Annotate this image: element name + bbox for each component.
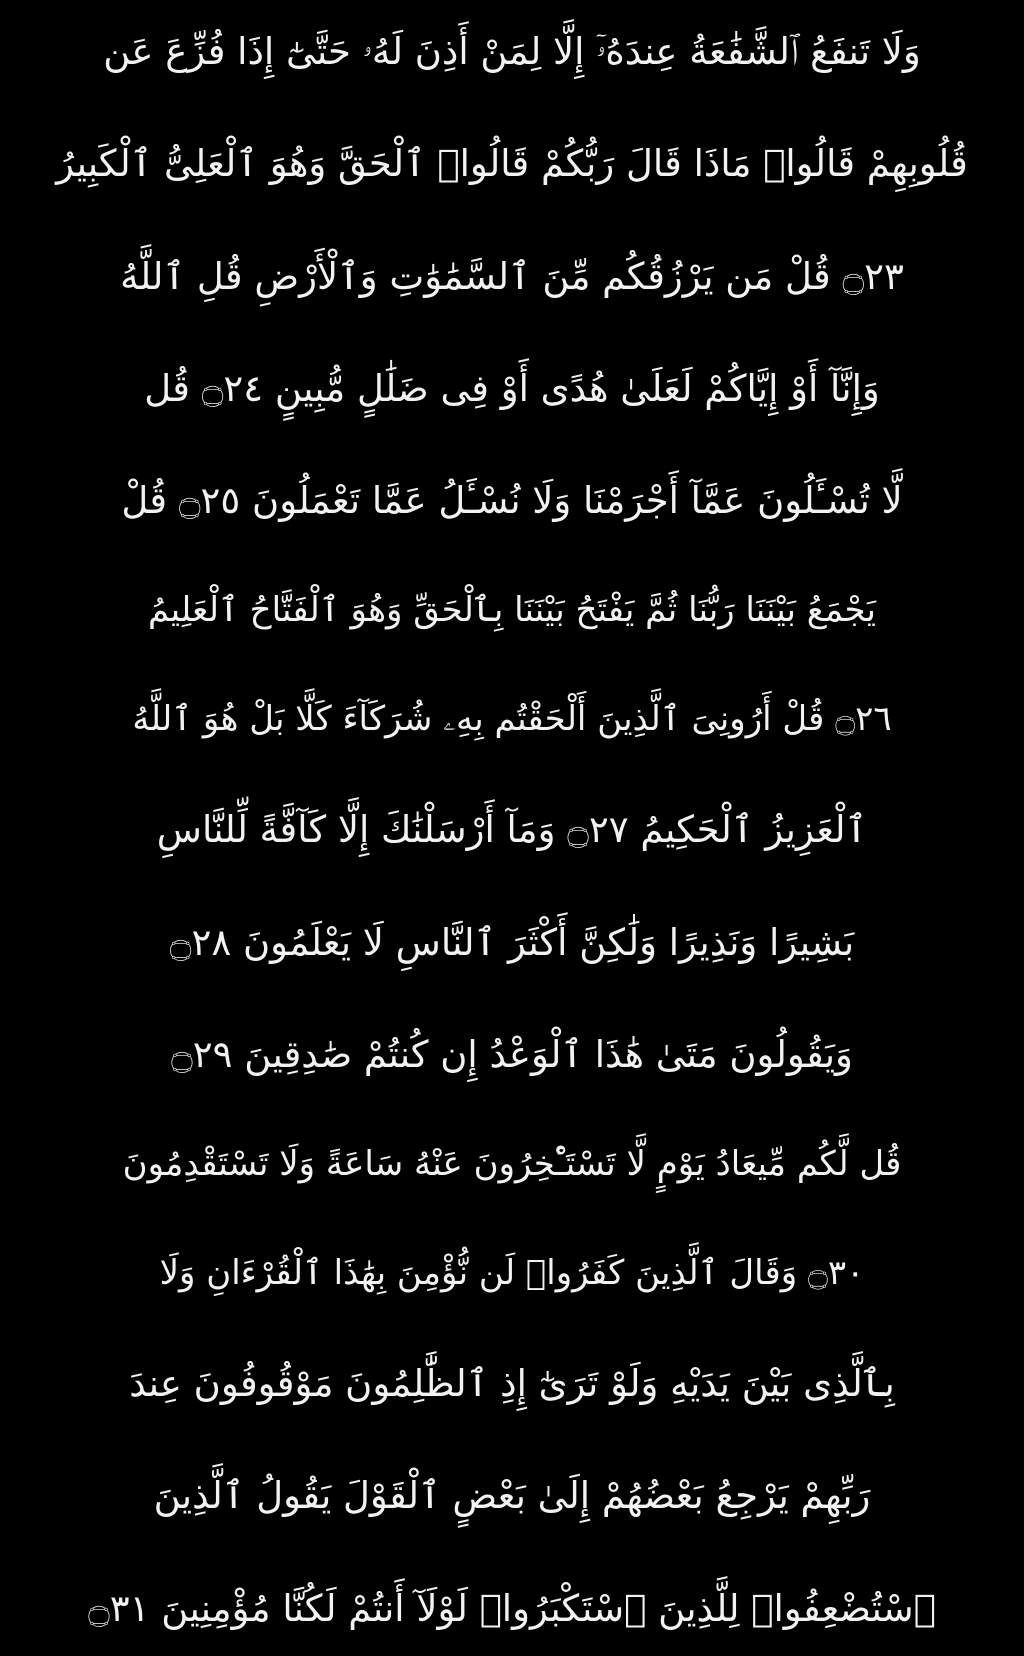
quran-line: يَجْمَعُ بَيْنَنَا رَبُّنَا ثُمَّ يَفْتَحُ بَيْنَنَا بِٱلْحَقِّ وَهُوَ ٱلْفَتَّاحُ ٱلْعَلِيمُ xyxy=(148,590,876,631)
quran-line: ٱسْتُضْعِفُوا۟ لِلَّذِينَ ٱسْتَكْبَرُوا۟ لَوْلَآ أَنتُمْ لَكُنَّا مُؤْمِنِينَ ۝٣١ xyxy=(88,1586,936,1630)
quran-line: وَيَقُولُونَ مَتَىٰ هَٰذَا ٱلْوَعْدُ إِن كُنتُمْ صَٰدِقِينَ ۝٢٩ xyxy=(171,1032,853,1076)
quran-line: ۝٣٠ وَقَالَ ٱلَّذِينَ كَفَرُوا۟ لَن نُّؤْمِنَ بِهَٰذَا ٱلْقُرْءَانِ وَلَا xyxy=(159,1252,865,1293)
quran-line: بَشِيرًا وَنَذِيرًا وَلَٰكِنَّ أَكْثَرَ ٱلنَّاسِ لَا يَعْلَمُونَ ۝٢٨ xyxy=(169,920,855,964)
quran-line: لَّا تُسْـَٔلُونَ عَمَّآ أَجْرَمْنَا وَلَا نُسْـَٔلُ عَمَّا تَعْمَلُونَ ۝٢٥ قُلْ xyxy=(121,479,903,523)
quran-line: رَبِّهِمْ يَرْجِعُ بَعْضُهُمْ إِلَىٰ بَعْضٍ ٱلْقَوْلَ يَقُولُ ٱلَّذِينَ xyxy=(153,1474,871,1518)
quran-line: قُلُوبِهِمْ قَالُوا۟ مَاذَا قَالَ رَبُّكُمْ قَالُوا۟ ٱلْحَقَّ وَهُوَ ٱلْعَلِىُّ ٱلْكَبِيرُ xyxy=(56,142,968,186)
quran-line: وَلَا تَنفَعُ ٱلشَّفَٰعَةُ عِندَهُۥٓ إِلَّا لِمَنْ أَذِنَ لَهُۥ حَتَّىٰٓ إِذَا فُزِّعَ عَن xyxy=(103,30,921,73)
quran-line: ٱلْعَزِيزُ ٱلْحَكِيمُ ۝٢٧ وَمَآ أَرْسَلْنَٰكَ إِلَّا كَآفَّةً لِّلنَّاسِ xyxy=(156,808,868,852)
quran-line: وَإِنَّآ أَوْ إِيَّاكُمْ لَعَلَىٰ هُدًى أَوْ فِى ضَلَٰلٍ مُّبِينٍ ۝٢٤ قُل xyxy=(144,366,880,410)
quran-line: قُل لَّكُم مِّيعَادُ يَوْمٍ لَّا تَسْتَـْٔخِرُونَ عَنْهُ سَاعَةً وَلَا تَسْتَقْدِمُونَ xyxy=(122,1144,902,1185)
quran-line: بِٱلَّذِى بَيْنَ يَدَيْهِ وَلَوْ تَرَىٰٓ إِذِ ٱلظَّٰلِمُونَ مَوْقُوفُونَ عِندَ xyxy=(129,1362,895,1405)
quran-line: ۝٢٣ قُلْ مَن يَرْزُقُكُم مِّنَ ٱلسَّمَٰوَٰتِ وَٱلْأَرْضِ قُلِ ٱللَّهُ xyxy=(120,254,904,298)
quran-line: ۝٢٦ قُلْ أَرُونِىَ ٱلَّذِينَ أَلْحَقْتُم بِهِۦ شُرَكَآءَ كَلَّا بَلْ هُوَ ٱللَّهُ xyxy=(132,698,892,739)
